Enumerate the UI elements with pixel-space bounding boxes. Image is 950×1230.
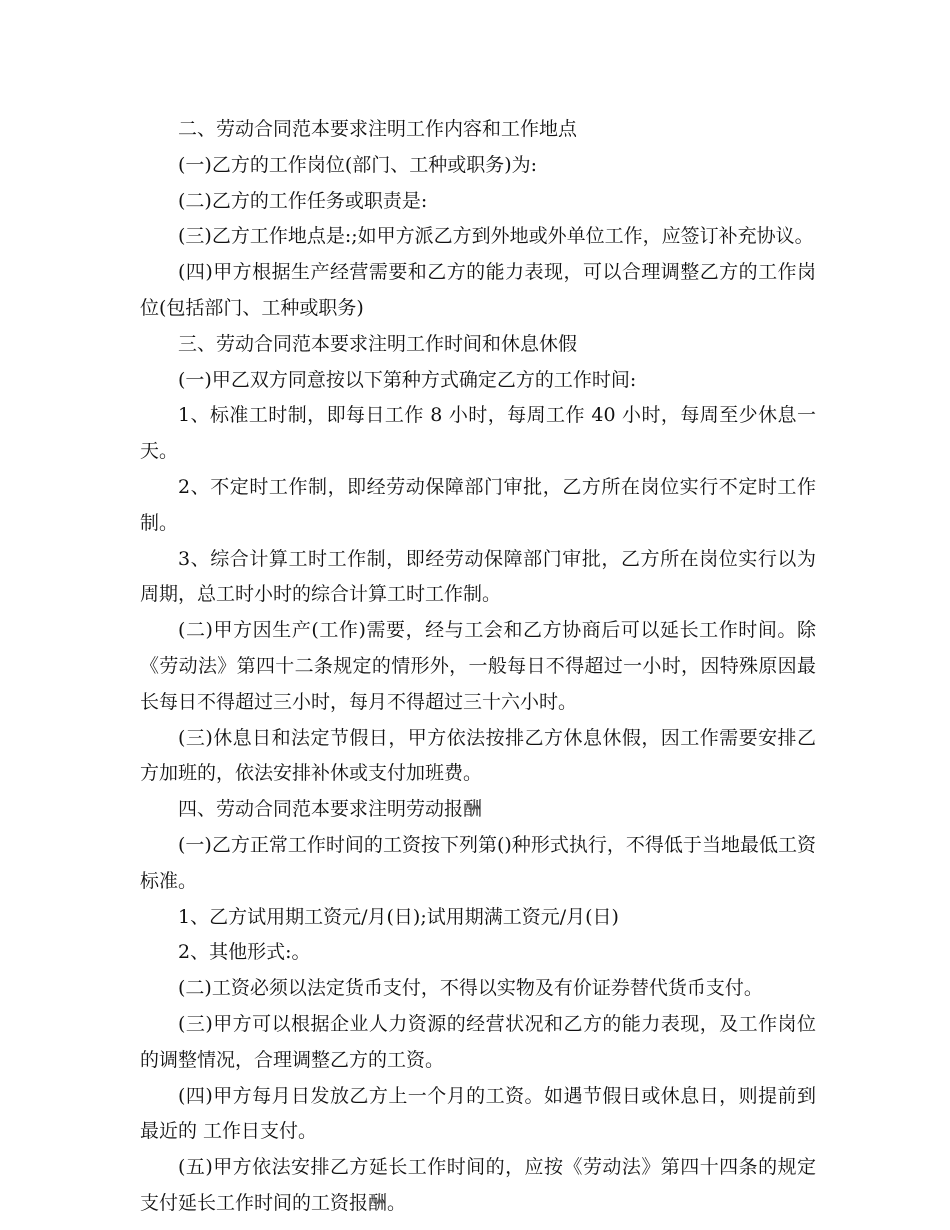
paragraph: (一)甲乙双方同意按以下第种方式确定乙方的工作时间: (178, 368, 637, 391)
paragraph: 2、不定时工作制，即经劳动保障部门审批，乙方所在岗位实行不定时工作制。 (140, 475, 816, 534)
section-heading-work-time: 三、劳动合同范本要求注明工作时间和休息休假 (178, 332, 578, 355)
section-heading-remuneration: 四、劳动合同范本要求注明劳动报酬 (178, 798, 483, 821)
paragraph: (三)休息日和法定节假日，甲方依法按排乙方休息休假，因工作需要安排乙方加班的，依法安排补休或支付加班费。 (140, 726, 816, 785)
paragraph: 1、乙方试用期工资元/月(日);试用期满工资元/月(日) (178, 905, 619, 928)
paragraph: (三)甲方可以根据企业人力资源的经营状况和乙方的能力表现，及工作岗位的调整情况，合理调整乙方的工资。 (140, 1012, 816, 1071)
document-body (140, 112, 816, 1222)
paragraph: (三)乙方工作地点是:;如甲方派乙方到外地或外单位工作，应签订补充协议。 (178, 225, 814, 248)
paragraph: 2、其他形式:。 (178, 941, 311, 964)
paragraph: 3、综合计算工时工作制，即经劳动保障部门审批，乙方所在岗位实行以为周期，总工时小时的综合计算工时工作制。 (140, 547, 816, 606)
paragraph: 1、标准工时制，即每日工作 8 小时，每周工作 40 小时，每周至少休息一天。 (140, 404, 816, 463)
paragraph: (一)乙方正常工作时间的工资按下列第()种形式执行，不得低于当地最低工资标准。 (140, 833, 816, 892)
paragraph: (一)乙方的工作岗位(部门、工种或职务)为: (178, 153, 538, 176)
paragraph: (二)乙方的工作任务或职责是: (178, 189, 428, 212)
paragraph: (四)甲方每月日发放乙方上一个月的工资。如遇节假日或休息日，则提前到最近的 工作日支付。 (140, 1084, 816, 1143)
paragraph: (四)甲方根据生产经营需要和乙方的能力表现，可以合理调整乙方的工作岗位(包括部门、工种或职务) (140, 261, 816, 319)
paragraph: (二)工资必须以法定货币支付，不得以实物及有价证券替代货币支付。 (178, 977, 763, 1000)
paragraph: (五)甲方依法安排乙方延长工作时间的，应按《劳动法》第四十四条的规定支付延长工作时间的工资报酬。 (140, 1156, 816, 1214)
paragraph: (二)甲方因生产(工作)需要，经与工会和乙方协商后可以延长工作时间。除《劳动法》第四十二条规定的情形外，一般每日不得超过一小时，因特殊原因最长每日不得超过三小时，每月不得超过三十六小时。 (140, 619, 816, 713)
section-heading-work-content: 二、劳动合同范本要求注明工作内容和工作地点 (178, 118, 578, 140)
